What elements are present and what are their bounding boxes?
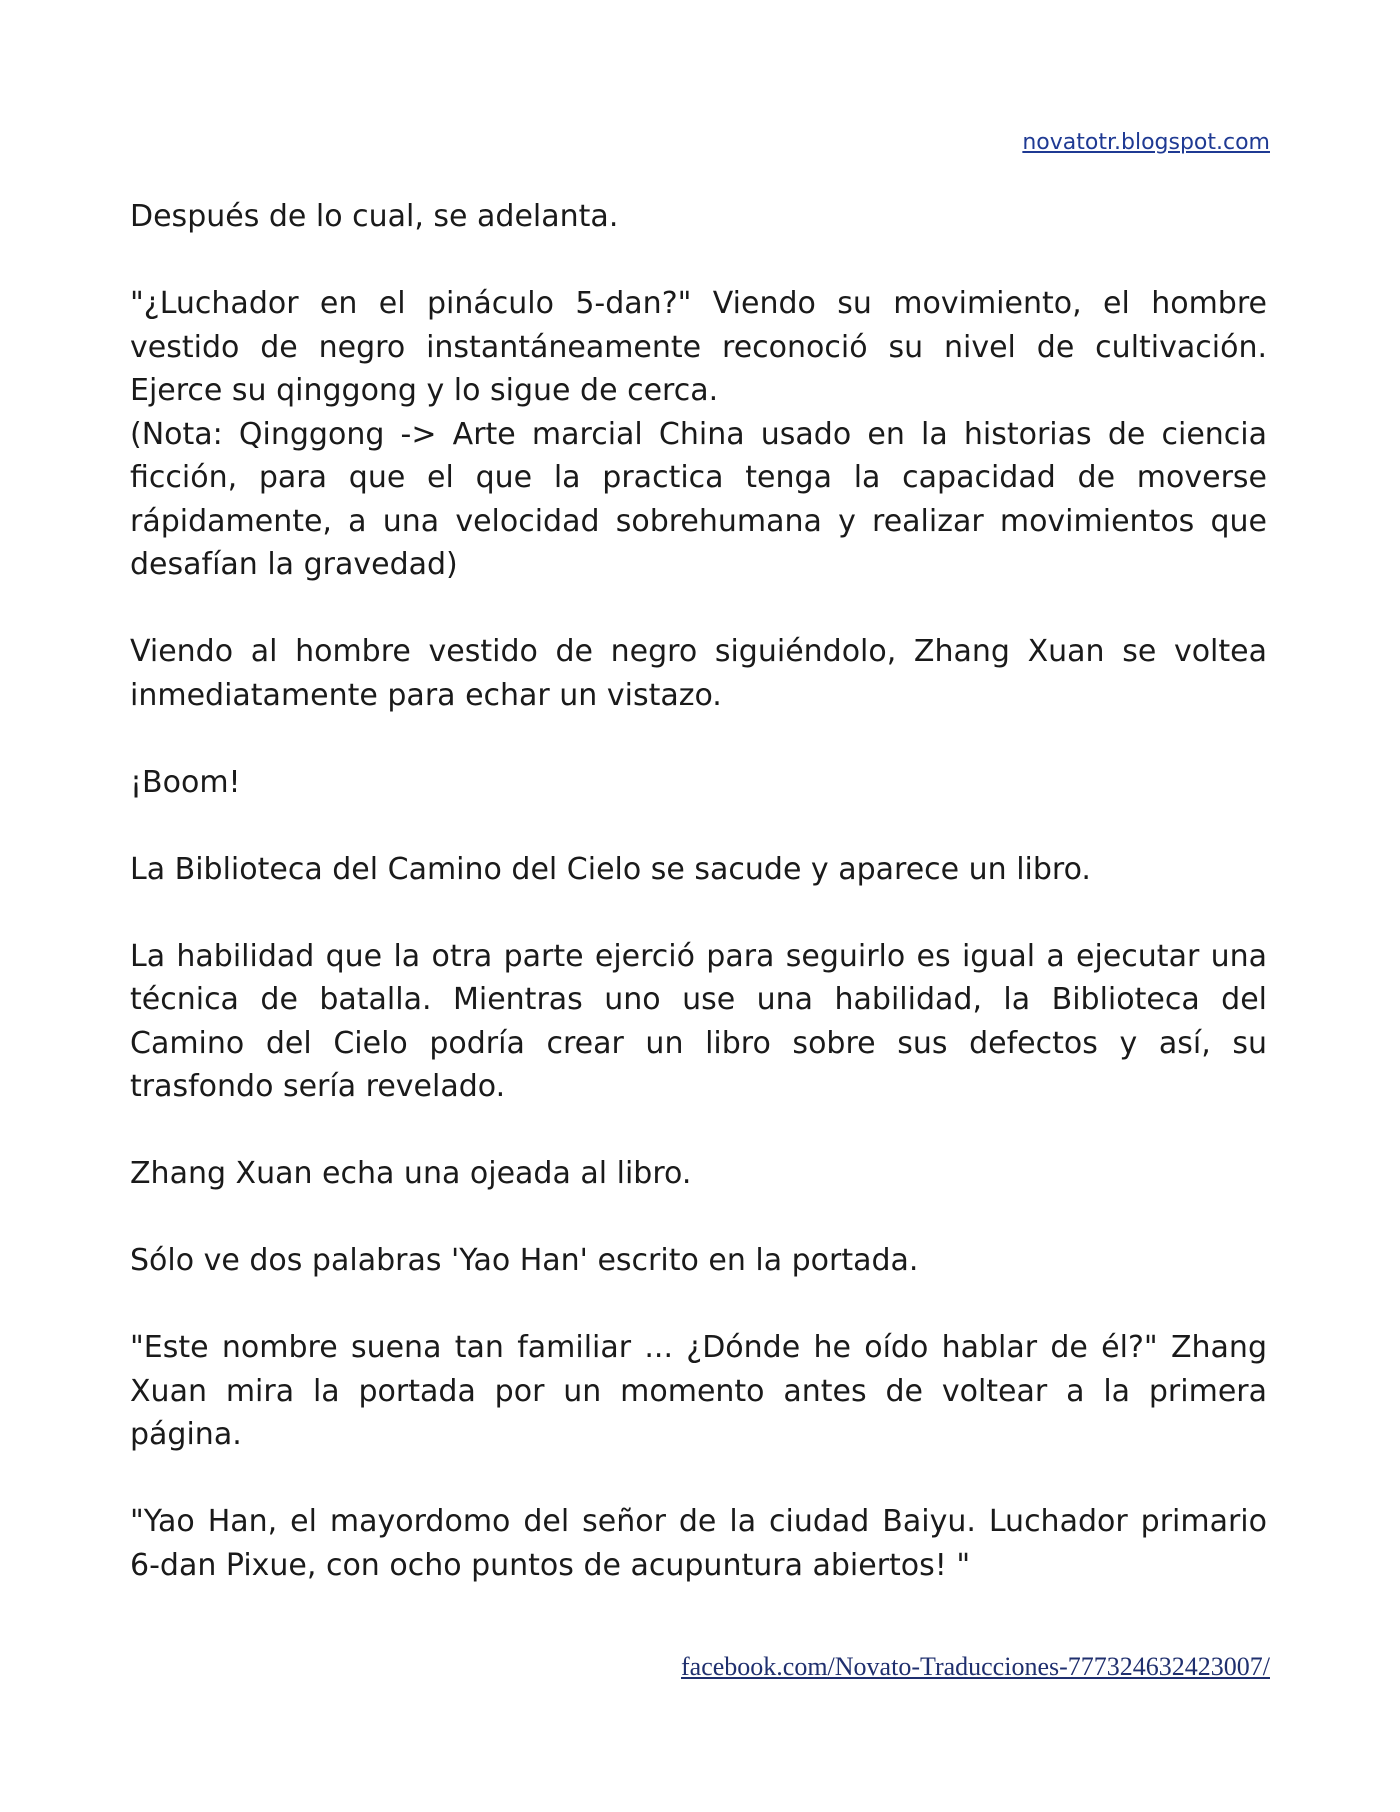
paragraph: ¡Boom! xyxy=(130,764,241,800)
paragraph: "¿Luchador en el pináculo 5-dan?" Viendo su movimiento, el hombre vestido de negro instantáneamente reconoció su nivel de cultivación. Ejerce su qinggong y lo sigue de cerca. xyxy=(130,286,1267,408)
paragraph: La habilidad que la otra parte ejerció para seguirlo es igual a ejecutar una técnica de batalla. Mientras uno use una habilidad, la Biblioteca del Camino del Cielo podría crear un libro sobre sus defectos y así, su trasfondo sería revelado. xyxy=(130,938,1267,1104)
paragraph: Zhang Xuan echa una ojeada al libro. xyxy=(130,1156,692,1191)
facebook-link[interactable]: facebook.com/Novato-Traducciones-777324632423007/ xyxy=(681,1652,1270,1681)
paragraph: Después de lo cual, se adelanta. xyxy=(130,199,619,234)
paragraph: "Este nombre suena tan familiar ... ¿Dónde he oído hablar de él?" Zhang Xuan mira la portada por un momento antes de voltear a la primera página. xyxy=(130,1330,1267,1452)
note-paragraph: (Nota: Qinggong -> Arte marcial China usado en la historias de ciencia ficción, para que el que la practica tenga la capacidad de moverse rápidamente, a una velocidad sobrehumana y realizar movimientos que desafían la gravedad) xyxy=(130,416,1267,582)
paragraph: La Biblioteca del Camino del Cielo se sacude y aparece un libro. xyxy=(130,851,1091,887)
paragraph: "Yao Han, el mayordomo del señor de la ciudad Baiyu. Luchador primario 6-dan Pixue, con ocho puntos de acupuntura abiertos! " xyxy=(130,1504,1267,1583)
document-body xyxy=(130,195,1267,1631)
paragraph: Sólo ve dos palabras 'Yao Han' escrito en la portada. xyxy=(130,1243,919,1278)
blog-link[interactable]: novatotr.blogspot.com xyxy=(1022,130,1270,155)
paragraph: Viendo al hombre vestido de negro siguiéndolo, Zhang Xuan se voltea inmediatamente para echar un vistazo. xyxy=(130,634,1267,713)
